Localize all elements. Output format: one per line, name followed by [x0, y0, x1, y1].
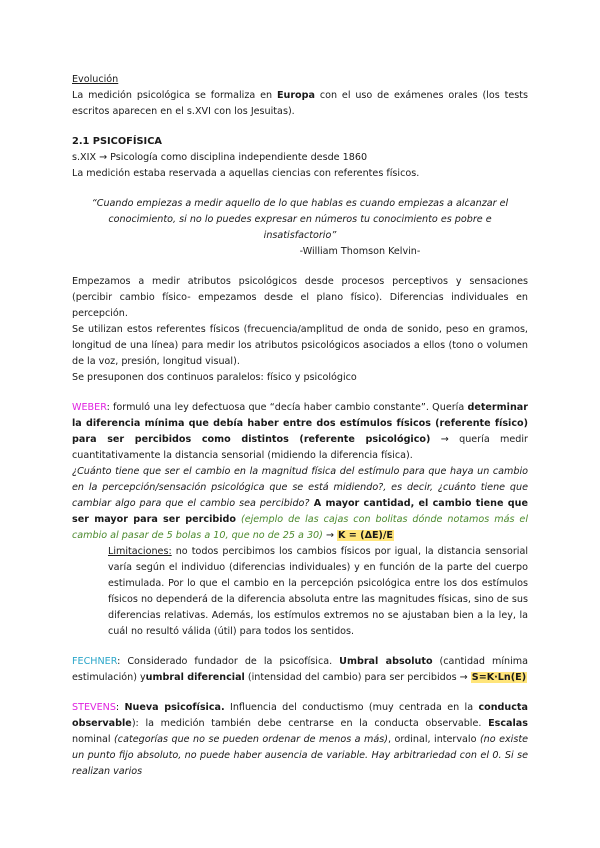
- kelvin-quote: “Cuando empiezas a medir aquello de lo que hablas es cuando empiezas a alcanzar el conocimiento, si no lo puedes expresar en números tu conocimiento es pobre e insatisfactorio”: [91, 198, 509, 241]
- fechner-bold2: umbral diferencial: [145, 672, 245, 683]
- stevens-name: STEVENS: [72, 702, 116, 713]
- stevens-bold1: Nueva psicofísica.: [124, 702, 225, 713]
- stevens-italic2: (no existe un punto fijo absoluto, no puede haber ausencia de variable. Hay arbitrariedad con el 0. Si se realizan varios: [72, 734, 528, 777]
- section-weber: [72, 400, 528, 464]
- weber-question-italic: ¿Cuánto tiene que ser el cambio en la magnitud física del estímulo para que haya un cambio en la percepción/sensación psicológica que se está midiendo?, es decir, ¿cuánto tiene que cambiar algo para que el cambio sea percibido?: [72, 466, 528, 509]
- weber-name: WEBER: [72, 402, 107, 413]
- section-evolucion: [72, 72, 528, 120]
- weber-text: : formuló una ley defectuosa que “decía haber cambio constante”. Quería: [106, 402, 468, 413]
- fechner-text3: (intensidad del cambio) para ser percibidos →: [244, 672, 471, 683]
- section-psicofisica: [72, 134, 528, 182]
- fechner-name: FECHNER: [72, 656, 118, 667]
- section-stevens: [72, 700, 528, 780]
- weber-text-rest: → quería medir cuantitativamente la distancia sensorial (midiendo la diferencia física).: [72, 434, 528, 461]
- evolucion-text: La medición psicológica se formaliza en: [72, 90, 277, 101]
- fechner-bold1: Umbral absoluto: [339, 656, 433, 667]
- psicofisica-line1: s.XIX → Psicología como disciplina independiente desde 1860: [72, 152, 368, 163]
- weber-example: (ejemplo de las cajas con bolitas dónde notamos más el cambio al pasar de 5 bolas a 10, que no de 25 a 30): [72, 514, 528, 541]
- psicofisica-heading: 2.1 PSICOFÍSICA: [72, 136, 162, 147]
- weber-arrow: →: [322, 530, 338, 541]
- weber-limitaciones: [72, 544, 528, 640]
- limitaciones-label: Limitaciones:: [108, 546, 172, 557]
- stevens-bold3: Escalas: [488, 718, 528, 729]
- evolucion-title: Evolución: [72, 74, 119, 85]
- weber-question-bold: A mayor cantidad, el cambio tiene que ser mayor para ser percibido: [72, 498, 528, 525]
- stevens-text3: ): la medición también debe centrarse en la conducta observable.: [131, 718, 489, 729]
- limitaciones-text: no todos percibimos los cambios físicos por igual, la distancia sensorial varía según el individuo (diferencias individuales) y en función de la parte del cuerpo estimulada. Por lo que el cambio en la percepción psicológica entre los dos estímulos físicos no dependerá de la diferencia absoluta entre las magnitudes físicas, sino de sus diferencias relativas. Además, los estímulos extremos no se ajustaban bien a la ley, la cuál no resultó válida (útil) para todos los sentidos.: [108, 546, 528, 637]
- fechner-formula: S=K·Ln(E): [471, 672, 527, 683]
- kelvin-author: -William Thomson Kelvin-: [299, 246, 421, 257]
- weber-question: [72, 464, 528, 544]
- stevens-text4: nominal: [72, 734, 115, 745]
- stevens-bold2: conducta observable: [72, 702, 528, 729]
- weber-bold: determinar la diferencia mínima que debía haber entre dos estímulos físicos (referente físico) para ser percibidos como distintos (referente psicológico): [72, 402, 528, 445]
- section-fechner: [72, 654, 528, 686]
- psicofisica-line2: La medición estaba reservada a aquellas ciencias con referentes físicos.: [72, 168, 420, 179]
- intro-p3: Se presuponen dos continuos paralelos: físico y psicológico: [72, 372, 357, 383]
- stevens-text5: , ordinal, intervalo: [387, 734, 480, 745]
- weber-formula: K = (ΔE)/E: [338, 530, 393, 541]
- evolucion-bold: Europa: [276, 90, 315, 101]
- fechner-text1: : Considerado fundador de la psicofísica.: [117, 656, 340, 667]
- stevens-text1: :: [115, 702, 125, 713]
- fechner-text2: (cantidad mínima estimulación) y: [72, 656, 528, 683]
- stevens-text2: Influencia del conductismo (muy centrada en la: [224, 702, 479, 713]
- intro-p2: Se utilizan estos referentes físicos (frecuencia/amplitud de onda de sonido, peso en gramos, longitud de una línea) para medir los atributos psicológicos asociados a ellos (tono o volumen de la voz, presión, longitud visual).: [72, 324, 528, 367]
- intro-p1: Empezamos a medir atributos psicológicos desde procesos perceptivos y sensaciones (percibir cambio físico- empezamos desde el plano físico). Diferencias individuales en percepción.: [72, 276, 528, 319]
- evolucion-text-rest: con el uso de exámenes orales (los tests escritos aparecen en el s.XVI con los Jesuitas).: [72, 90, 528, 117]
- stevens-italic1: (categorías que no se pueden ordenar de menos a más): [114, 734, 388, 745]
